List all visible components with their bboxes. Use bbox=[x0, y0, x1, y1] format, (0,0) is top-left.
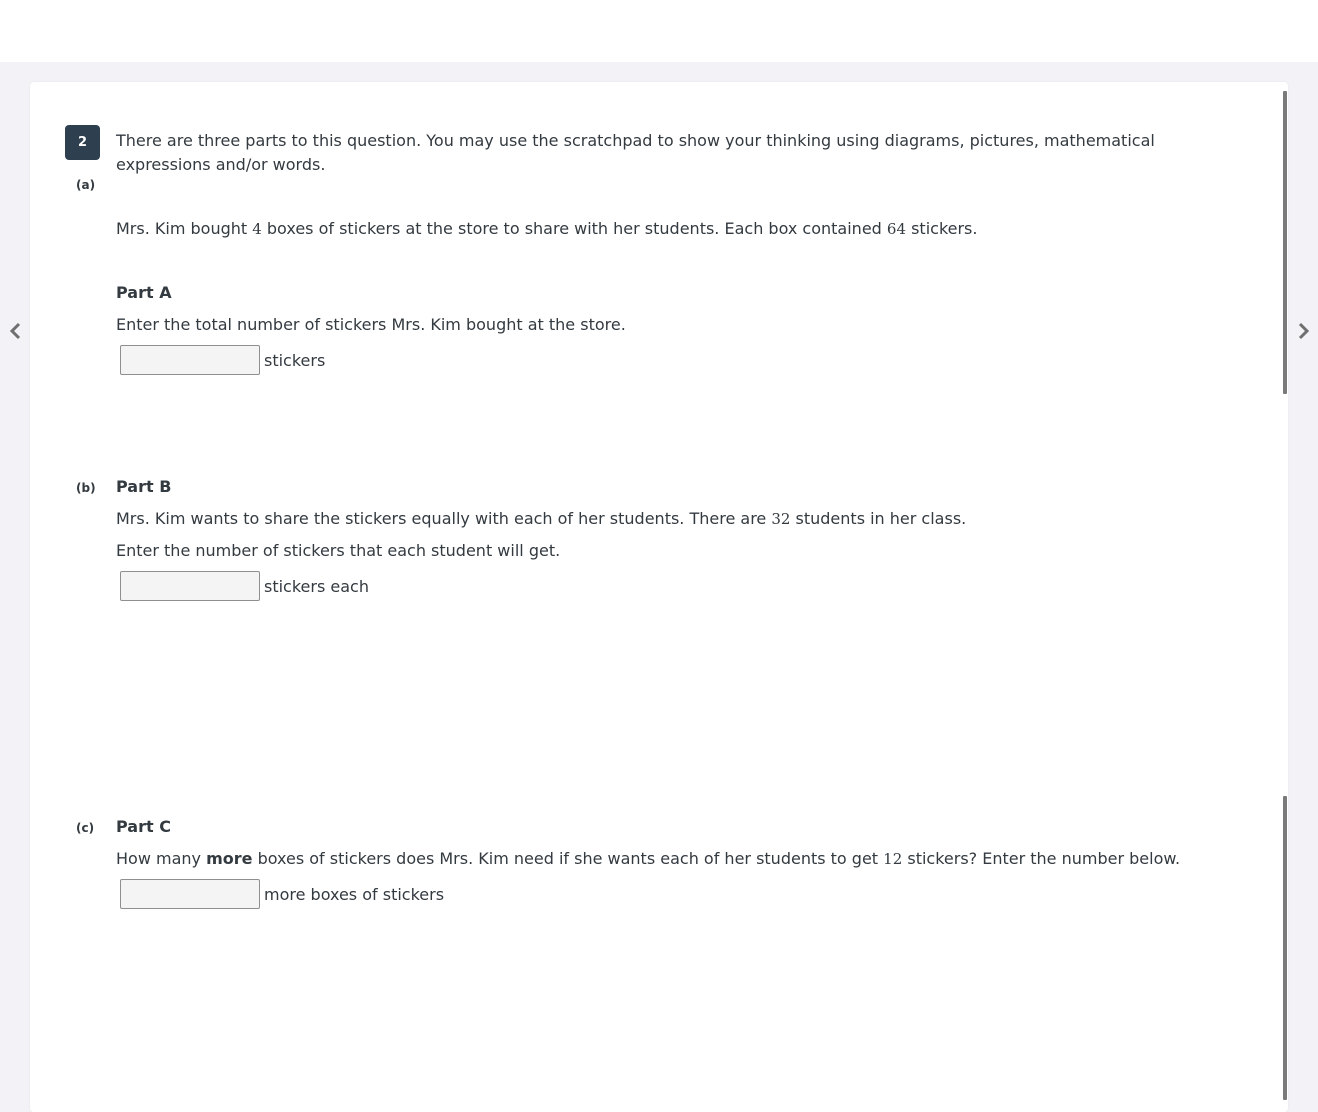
chevron-right-icon bbox=[1296, 322, 1310, 344]
part-a-answer-input[interactable] bbox=[120, 345, 260, 375]
scrollbar-thumb-upper[interactable] bbox=[1283, 91, 1287, 394]
part-b-heading: Part B bbox=[116, 477, 172, 496]
part-a-unit: stickers bbox=[264, 350, 326, 370]
next-question-button[interactable] bbox=[1288, 318, 1318, 348]
part-a-answer-row bbox=[120, 345, 325, 375]
top-bar bbox=[0, 0, 1318, 62]
question-intro: There are three parts to this question. You may use the scratchpad to show your thinking using diagrams, pictures, mathematical expressions and/or words. bbox=[116, 131, 1155, 174]
stickers-per-box: 64 bbox=[886, 220, 906, 238]
part-c-question bbox=[116, 847, 1180, 871]
part-c-heading: Part C bbox=[116, 817, 171, 836]
part-b-label: (b) bbox=[76, 481, 96, 495]
part-b-prompt: Enter the number of stickers that each student will get. bbox=[116, 541, 561, 560]
part-a-heading: Part A bbox=[116, 283, 172, 302]
part-c-text-end: stickers? Enter the number below. bbox=[902, 849, 1181, 868]
part-b-answer-row bbox=[120, 571, 369, 601]
chevron-left-icon bbox=[9, 322, 23, 344]
target-stickers: 12 bbox=[883, 850, 903, 868]
part-c-label: (c) bbox=[76, 821, 95, 835]
students-count: 32 bbox=[771, 510, 791, 528]
stem-text-start: Mrs. Kim bought bbox=[116, 219, 253, 238]
part-b-statement bbox=[116, 507, 966, 531]
question-number-badge: 2 bbox=[65, 125, 100, 160]
part-a-label: (a) bbox=[76, 178, 96, 192]
boxes-count: 4 bbox=[252, 220, 262, 238]
part-b-answer-input[interactable] bbox=[120, 571, 260, 601]
part-c-emphasis: more bbox=[206, 849, 253, 868]
part-b-text-start: Mrs. Kim wants to share the stickers equally with each of her students. There are bbox=[116, 509, 772, 528]
part-c-answer-input[interactable] bbox=[120, 879, 260, 909]
part-c-text-mid: boxes of stickers does Mrs. Kim need if she wants each of her students to get bbox=[252, 849, 884, 868]
stem-text-end: stickers. bbox=[906, 219, 978, 238]
part-c-answer-row bbox=[120, 879, 444, 909]
part-c-text-start: How many bbox=[116, 849, 207, 868]
scrollbar-thumb-lower[interactable] bbox=[1283, 796, 1287, 1100]
part-a-prompt: Enter the total number of stickers Mrs. Kim bought at the store. bbox=[116, 315, 626, 334]
part-c-unit: more boxes of stickers bbox=[264, 884, 445, 904]
question-stem bbox=[116, 217, 977, 241]
stem-text-mid: boxes of stickers at the store to share with her students. Each box contained bbox=[261, 219, 887, 238]
part-b-text-end: students in her class. bbox=[790, 509, 967, 528]
previous-question-button[interactable] bbox=[1, 318, 31, 348]
part-b-unit: stickers each bbox=[264, 576, 369, 596]
